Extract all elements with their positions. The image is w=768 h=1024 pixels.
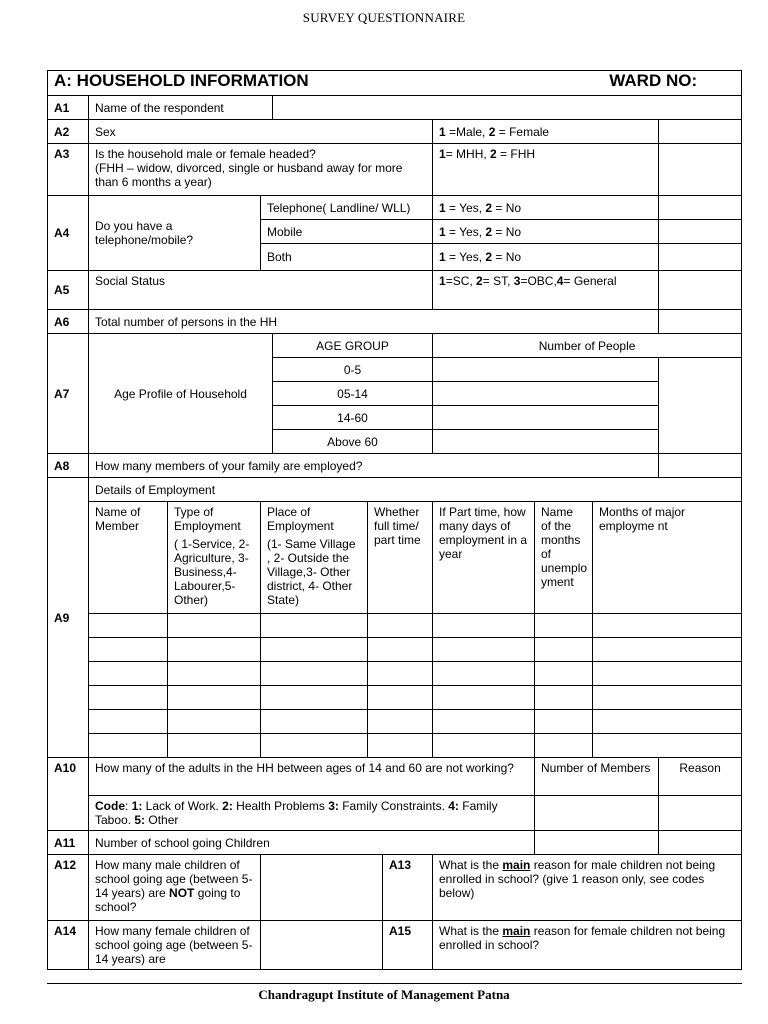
code-a2: A2 [48,120,89,144]
a9-col-part-days: If Part time, how many days of employment in a year [433,502,535,614]
a7-col-number: Number of People [433,334,742,358]
footer-rule [47,983,742,984]
a10-reason-codes: Code: 1: Lack of Work. 2: Health Problems 3: Family Constraints. 4: Family Taboo. 5: Other [89,796,535,831]
label-a8: How many members of your family are employed? [89,454,659,478]
a7-number-input[interactable] [433,406,659,430]
a9-entry-row [48,614,742,638]
a7-number-input[interactable] [433,358,659,382]
a9-col-major: Months of major employme nt [593,502,742,614]
answer-a6[interactable] [659,310,742,334]
a7-age-group: 05-14 [273,382,433,406]
a4-item-telephone: Telephone( Landline/ WLL) [261,196,433,220]
row-a9-headers [48,502,742,614]
a7-col-age-group: AGE GROUP [273,334,433,358]
a9-entry-row [48,734,742,758]
a10-reason-input[interactable] [659,796,742,831]
label-a1: Name of the respondent [89,96,273,120]
row-a11 [48,831,742,855]
code-a6: A6 [48,310,89,334]
label-a12: How many male children of school going age (between 5-14 years) are NOT going to school? [89,855,261,921]
a9-col-name: Name of Member [89,502,168,614]
a4-item-mobile: Mobile [261,220,433,244]
answer-a4-both[interactable] [659,244,742,271]
answer-a5[interactable] [659,271,742,310]
answer-a3[interactable] [659,144,742,196]
label-a11: Number of school going Children [89,831,535,855]
row-a4-telephone [48,196,742,220]
a9-entry-row [48,710,742,734]
a10-members-input[interactable] [535,796,659,831]
a4-item-both: Both [261,244,433,271]
answer-a11[interactable] [535,831,659,855]
a9-col-full-part: Whether full time/ part time [368,502,433,614]
label-a9: Details of Employment [89,478,742,502]
options-a5: 1=SC, 2= ST, 3=OBC,4= General [433,271,659,310]
a9-col-unemployment: Name of the months of unemplo yment [535,502,593,614]
row-a10-codes [48,796,742,831]
section-header [48,71,742,96]
row-a9-title [48,478,742,502]
code-a1: A1 [48,96,89,120]
code-a12: A12 [48,855,89,921]
label-a14: How many female children of school going age (between 5-14 years) are [89,921,261,970]
code-a13: A13 [383,855,433,921]
options-a3: 1= MHH, 2 = FHH [433,144,659,196]
label-a10: How many of the adults in the HH between ages of 14 and 60 are not working? [89,758,535,796]
a9-col-place: Place of Employment (1- Same Village , 2- Outside the Village,3- Other district, 4- Other State) [261,502,368,614]
a7-age-group: Above 60 [273,430,433,454]
row-a2 [48,120,742,144]
a10-col-members: Number of Members [535,758,659,796]
answer-a2[interactable] [659,120,742,144]
a7-number-input[interactable] [433,382,659,406]
label-a7: Age Profile of Household [89,334,273,454]
code-a15: A15 [383,921,433,970]
options-a4-telephone: 1 = Yes, 2 = No [433,196,659,220]
row-a1 [48,96,742,120]
a9-col-type: Type of Employment ( 1-Service, 2-Agriculture, 3-Business,4-Labourer,5-Other) [168,502,261,614]
row-a8 [48,454,742,478]
a7-age-group: 0-5 [273,358,433,382]
label-a15: What is the main reason for female children not being enrolled in school? [433,921,742,970]
code-a4: A4 [48,196,89,271]
code-a5: A5 [48,271,89,310]
answer-a12[interactable] [261,855,383,921]
row-a5 [48,271,742,310]
row-a7-header [48,334,742,358]
answer-a8[interactable] [659,454,742,478]
code-a3: A3 [48,144,89,196]
label-a6: Total number of persons in the HH [89,310,659,334]
section-title: A: HOUSEHOLD INFORMATION [54,71,309,90]
a7-number-input[interactable] [433,430,659,454]
page-title: SURVEY QUESTIONNAIRE [302,10,466,25]
a10-col-reason: Reason [659,758,742,796]
row-a3 [48,144,742,196]
footer-institute: Chandragupt Institute of Management Patna [258,987,510,1002]
code-a10: A10 [48,758,89,831]
a9-entry-row [48,638,742,662]
answer-a4-mobile[interactable] [659,220,742,244]
a7-age-group: 14-60 [273,406,433,430]
ward-no-label: WARD NO: [609,71,698,90]
answer-a1[interactable] [273,96,742,120]
answer-a14[interactable] [261,921,383,970]
label-a4: Do you have a telephone/mobile? [89,196,261,271]
code-a14: A14 [48,921,89,970]
row-a6 [48,310,742,334]
code-a11: A11 [48,831,89,855]
row-a14-a15 [48,921,742,970]
code-a8: A8 [48,454,89,478]
options-a4-mobile: 1 = Yes, 2 = No [433,220,659,244]
options-a4-both: 1 = Yes, 2 = No [433,244,659,271]
label-a13: What is the main reason for male children not being enrolled in school? (give 1 reason only, see codes below) [433,855,742,921]
label-a3: Is the household male or female headed? (FHH – widow, divorced, single or husband away for more than 6 months a year) [89,144,433,196]
household-form [47,70,742,970]
a9-entry-row [48,662,742,686]
row-a10 [48,758,742,796]
label-a2: Sex [89,120,433,144]
row-a12-a13 [48,855,742,921]
options-a2: 1 =Male, 2 = Female [433,120,659,144]
label-a5: Social Status [89,271,433,310]
answer-a4-telephone[interactable] [659,196,742,220]
code-a9: A9 [48,478,89,758]
a9-entry-row [48,686,742,710]
code-a7: A7 [48,334,89,454]
